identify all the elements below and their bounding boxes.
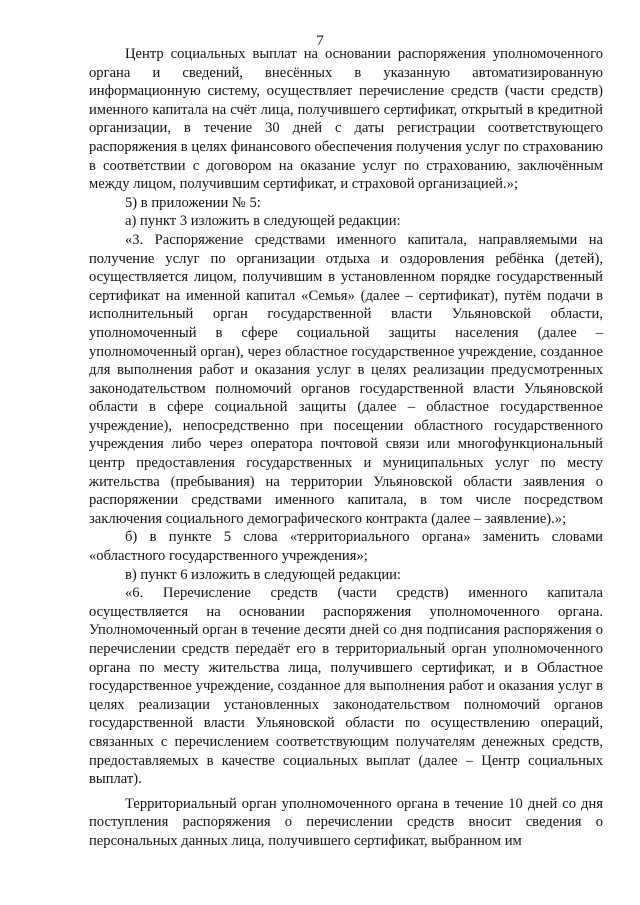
paragraph-clause-3: «3. Распоряжение средствами именного капитала, направляемыми на получение услуг по организации отдыха и оздоровления ребёнка (детей), осуществляется лицом, получившим в установленном порядке государственный сертификат на именной капитал «Семья» (далее – сертификат), путём подачи в исполнительный орган государственной власти Ульяновской области, уполномоченный в сфере социальной защиты населения (далее – уполномоченный орган), через областное государственное учреждение, созданное для выполнения работ и оказания услуг в целях реализации предусмотренных законодательством полномочий органов государственной власти Ульяновской области в сфере социальной защиты (далее – областное государственное учреждение), непосредственно при посещении областного государственного учреждения либо через оператора почтовой связи или многофункциональный центр предоставления государственных и муниципальных услуг по месту жительства (пребывания) на территории Ульяновской области заявления о распоряжении средствами именного капитала, в том числе посредством заключения социального демографического контракта (далее – заявление).»; bbox=[89, 231, 603, 527]
paragraph-clause-6: «6. Перечисление средств (части средств) именного капитала осуществляется на основании распоряжения уполномоченного органа. Уполномоченный орган в течение десяти дней со дня подписания распоряжения о перечислении средств передаёт его в территориальный орган уполномоченного органа по месту жительства лица, получившего сертификат, и в Областное государственное учреждение, созданное для выполнения работ и оказания услуг в целях реализации установленных законодательством полномочий органов государственной власти Ульяновской области по осуществлению операций, связанных с перечислением соответствующим получателям денежных средств, предоставляемых в качестве социальных выплат (далее – Центр социальных выплат). bbox=[89, 585, 603, 788]
paragraph-payment-centre: Центр социальных выплат на основании распоряжения уполномоченного органа и сведений, внесённых в указанную автоматизированную информационную систему, осуществляет перечисление средств (части средств) именного капитала на счёт лица, получившего сертификат, открытый в кредитной организации, в течение 30 дней с даты регистрации соответствующего распоряжения в целях финансового обеспечения получения услуг по страхованию в соответствии с договором на оказание услуг по страхованию, заключённым между лицом, получившим сертификат, и страховой организацией.»; bbox=[89, 46, 603, 193]
paragraph-item-v: в) пункт 6 изложить в следующей редакции: bbox=[125, 566, 401, 583]
document-body bbox=[89, 45, 603, 851]
paragraph-territorial-body: Территориальный орган уполномоченного органа в течение 10 дней со дня поступления распоряжения о перечислении средств вносит сведения о персональных данных лица, получившего сертификат, выбранном им bbox=[89, 795, 603, 849]
paragraph-item-a: а) пункт 3 изложить в следующей редакции: bbox=[125, 213, 401, 230]
page-number: 7 bbox=[316, 33, 324, 49]
paragraph-item-b: б) в пункте 5 слова «территориального органа» заменить словами «областного государственного учреждения»; bbox=[89, 529, 603, 565]
paragraph-appendix-5: 5) в приложении № 5: bbox=[125, 194, 261, 211]
